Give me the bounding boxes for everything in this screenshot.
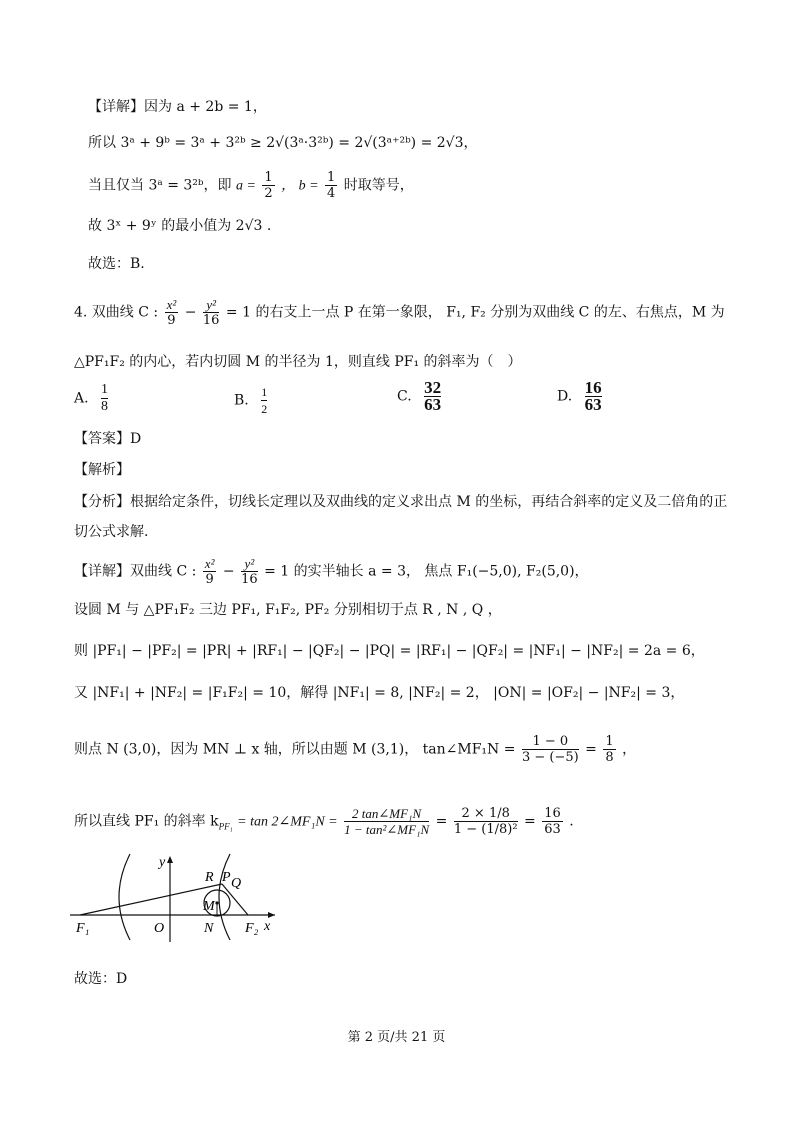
label-m: M (203, 899, 215, 914)
option-d-numerator: 16 (584, 378, 602, 397)
answer-line: 【答案】D (74, 431, 142, 447)
label-n: N (204, 921, 214, 936)
final-choice: 故选：D (74, 971, 128, 987)
slope-period: . (569, 813, 574, 830)
y2-denominator: 16 (202, 313, 220, 328)
fraction-y2-over-16 (203, 297, 220, 328)
tan-result-numerator: 1 (605, 734, 614, 749)
question-4-intro: 4. 双曲线 C : (74, 304, 159, 321)
double-angle-numerator: 2 tan∠MF₁N (344, 806, 429, 822)
option-c-label: C. (397, 388, 412, 405)
a-denominator: 2 (264, 186, 273, 201)
option-d (557, 380, 602, 413)
x2-denominator: 9 (167, 313, 176, 328)
prev-detail-line2: 所以 3ᵃ + 9ᵇ = 3ᵃ + 3²ᵇ ≥ 2√(3ᵃ·3²ᵇ) = 2√(3ᵃ⁺²ᵇ) = 2√3， (88, 135, 478, 151)
y2-numerator: y² (203, 297, 220, 313)
label-x: x (264, 919, 271, 934)
label-f2: F₂ (245, 921, 259, 936)
analysis-line1: 【分析】根据给定条件，切线长定理以及双曲线的定义求出点 M 的坐标，再结合斜率的定义及二倍角的正 (74, 494, 728, 510)
a-equals: a = (235, 178, 256, 194)
detail-line3: 则 |PF₁| − |PF₂| = |PR| + |RF₁| − |QF₂| − |PQ| = |RF₁| − |QF₂| = |NF₁| − |NF₂| = 2a = 6， (74, 643, 705, 659)
b-denominator: 4 (327, 186, 336, 201)
x2-numerator: x² (166, 297, 177, 312)
double-angle-denominator: 1 − tan²∠MF₁N (344, 822, 430, 837)
page-footer: 第 2 页/共 21 页 (347, 1030, 446, 1045)
label-p: P (222, 870, 231, 885)
prev-choice: 故选：B. (88, 256, 145, 272)
detail-line4: 又 |NF₁| + |NF₂| = |F₁F₂| = 10，解得 |NF₁| = 8, |NF₂| = 2， |ON| = |OF₂| − |NF₂| = 3， (74, 685, 685, 701)
substituted-numerator: 2 × 1/8 (454, 806, 518, 822)
slope-result-numerator: 16 (544, 806, 561, 821)
left-branch (119, 854, 130, 940)
slope-equals-1: = (435, 813, 448, 830)
option-d-fraction (585, 380, 602, 413)
option-d-label: D. (557, 388, 573, 405)
label-o: O (154, 921, 165, 936)
slope-text: 所以直线 PF₁ 的斜率 k (74, 813, 219, 830)
option-b (234, 384, 267, 417)
double-angle-fraction (344, 806, 429, 837)
fraction-b (325, 170, 337, 201)
prev-detail-line3 (88, 170, 414, 201)
label-q: Q (231, 876, 242, 891)
slope-result-denominator: 63 (544, 822, 561, 837)
detail-x2-numerator: x² (204, 556, 215, 571)
slope-result-fraction (542, 806, 563, 837)
detail-line5 (74, 734, 636, 765)
detail-line6 (74, 806, 574, 837)
option-a (74, 382, 108, 415)
label-y: y (159, 855, 166, 870)
prev-detail-line4: 故 3ˣ + 9ʸ 的最小值为 2√3 . (88, 218, 272, 234)
option-a-denominator: 8 (101, 399, 109, 414)
b-numerator: 1 (327, 170, 336, 185)
question-4-line2: △PF₁F₂ 的内心，若内切圆 M 的半径为 1，则直线 PF₁ 的斜率为（ ） (74, 354, 522, 370)
detail-foci-text: = 1 的实半轴长 a = 3， 焦点 F₁(−5,0), F₂(5,0)， (264, 563, 589, 580)
tan-result-fraction (603, 734, 615, 765)
detail-y2-denominator: 16 (241, 572, 258, 587)
point-m (215, 901, 218, 904)
slope-subscript: PF₁ (218, 821, 233, 832)
detail-x2-denominator: 9 (205, 572, 214, 587)
option-c-fraction (424, 380, 441, 413)
option-b-label: B. (234, 392, 249, 409)
tan-fraction (522, 734, 579, 765)
option-c-denominator: 63 (424, 395, 442, 414)
option-c-numerator: 32 (424, 378, 442, 397)
equality-condition-text: 当且仅当 3ᵃ = 3²ᵇ，即 (88, 177, 236, 194)
tan-suffix: ， (622, 741, 637, 758)
label-f1: F₁ (76, 921, 90, 936)
b-equals: ， b = (281, 178, 319, 194)
analysis-heading: 【解析】 (74, 462, 130, 478)
option-b-fraction (261, 384, 267, 417)
substituted-denominator: 1 − (1/8)² (453, 822, 518, 837)
slope-double-angle: = tan 2∠MF₁N = (237, 814, 338, 830)
a-numerator: 1 (264, 170, 273, 185)
detail-fraction-x2 (203, 556, 217, 587)
analysis-line2: 切公式求解. (74, 524, 149, 540)
question-4-text: = 1 的右支上一点 P 在第一象限， F₁, F₂ 分别为双曲线 C 的左、右焦点，M 为 (225, 304, 725, 321)
tan-denominator: 3 − (−5) (521, 750, 579, 765)
y-axis-arrow (167, 856, 173, 863)
option-a-numerator: 1 (101, 382, 109, 397)
option-b-denominator: 2 (261, 402, 268, 416)
substituted-fraction (454, 806, 518, 837)
detail-fraction-y2 (241, 556, 258, 587)
label-r: R (205, 870, 214, 885)
detail-line1: 【详解】双曲线 C : $\frac{\text{x²}}{9}$ − $\frac{\text{y²}}{16}$ = 1 的实半轴长 a = 3， 焦点 F₁(−5,0), F₂(5,0)， (74, 556, 589, 587)
detail-y2-numerator: y² (241, 556, 258, 572)
tan-numerator: 1 − 0 (522, 734, 579, 750)
fraction-a (262, 170, 274, 201)
question-4-line1: 4. 双曲线 C : $\frac{\text{x²}}{9}$ − $\frac{\text{y²}}{16}$ = 1 的右支上一点 P 在第一象限， F₁, F₂ 分别为双曲线 C 的左、右焦点，M 为 (74, 297, 725, 328)
option-d-denominator: 63 (584, 395, 602, 414)
line-pf1 (80, 884, 222, 915)
detail-tan-text: 则点 N (3,0)，因为 MN ⊥ x 轴，所以由题 M (3,1)， tan∠MF₁N = (74, 741, 516, 758)
x-axis-arrow (268, 912, 275, 918)
detail-line2: 设圆 M 与 △PF₁F₂ 三边 PF₁, F₁F₂, PF₂ 分别相切于点 R , N , Q ， (74, 602, 502, 618)
detail-intro: 【详解】双曲线 C : (74, 563, 197, 580)
hyperbola-figure (70, 852, 310, 942)
slope-equals-2: = (524, 813, 536, 830)
equality-suffix: 时取等号， (343, 177, 414, 194)
fraction-x2-over-9 (165, 297, 179, 328)
tan-equals: = (585, 741, 597, 758)
option-a-fraction (101, 382, 108, 415)
tan-result-denominator: 8 (605, 750, 614, 765)
option-c (397, 380, 441, 413)
prev-detail-line1: 【详解】因为 a + 2b = 1， (88, 99, 267, 115)
option-b-numerator: 1 (261, 385, 268, 399)
option-a-label: A. (74, 390, 89, 407)
